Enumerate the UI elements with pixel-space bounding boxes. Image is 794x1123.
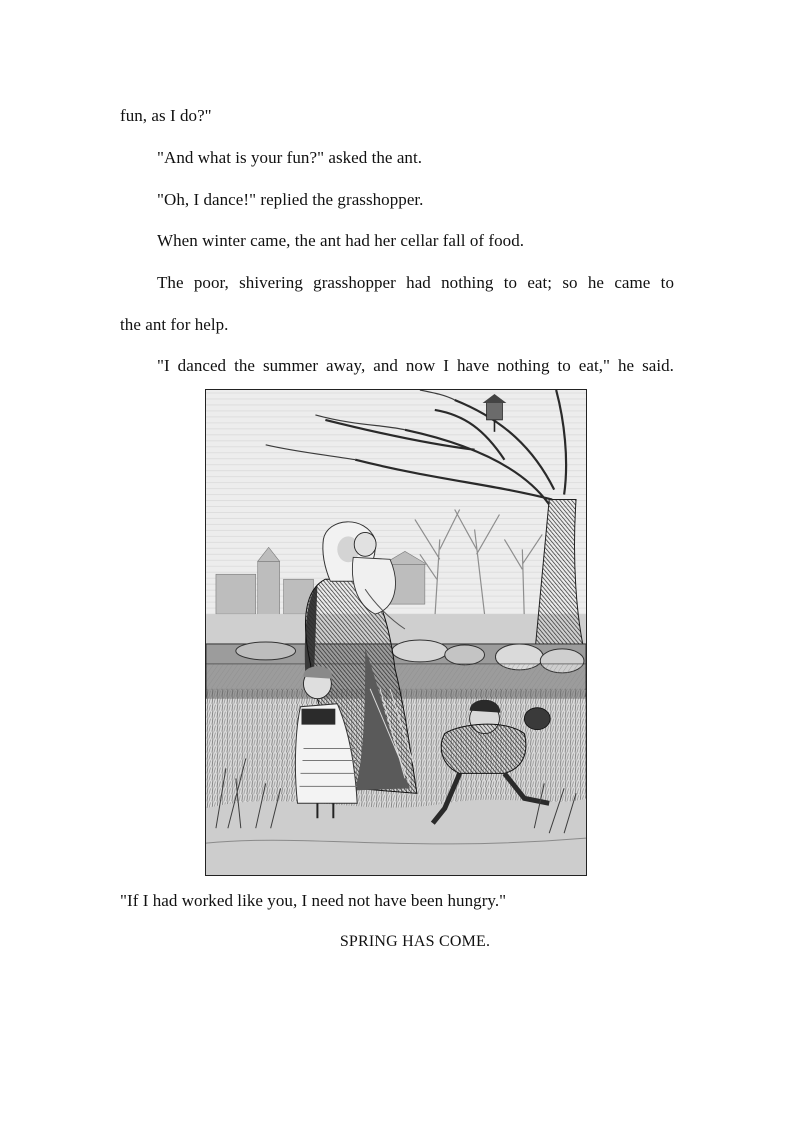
- text-line-1: fun, as I do?": [120, 106, 212, 125]
- text-line-8: "If I had worked like you, I need not have been hungry.": [120, 891, 507, 910]
- section-heading: SPRING HAS COME.: [339, 933, 491, 950]
- text-line-3: "Oh, I dance!" replied the grasshopper.: [157, 190, 424, 209]
- text-line-5: The poor, shivering grasshopper had nothing to eat; so he came to: [157, 273, 674, 292]
- engraving-svg: [206, 390, 586, 875]
- engraving-illustration: [205, 389, 587, 876]
- text-line-2: "And what is your fun?" asked the ant.: [157, 148, 423, 167]
- text-line-4: When winter came, the ant had her cellar fall of food.: [157, 231, 525, 250]
- text-line-6: the ant for help.: [120, 315, 229, 334]
- text-line-7: "I danced the summer away, and now I have nothing to eat," he said.: [157, 356, 674, 375]
